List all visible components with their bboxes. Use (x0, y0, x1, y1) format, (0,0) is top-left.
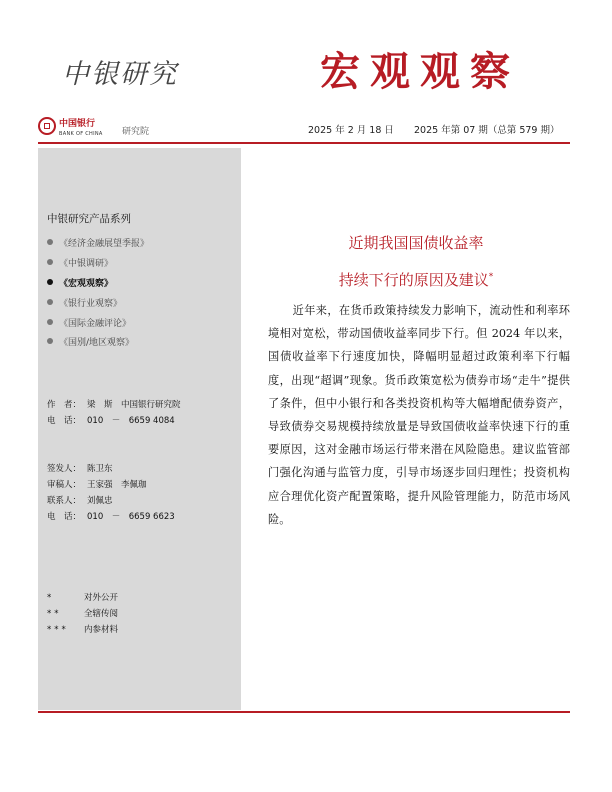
bank-logo (38, 113, 120, 143)
series-item-banking[interactable]: 《银行业观察》 (47, 296, 122, 309)
author-phone-line: 电 话： 010 － 6659 4084 (47, 416, 175, 426)
bullet-icon (47, 279, 53, 285)
footnote-marker: * (488, 272, 494, 282)
contact-phone-line: 电 话： 010 － 6659 6623 (47, 512, 175, 522)
confidentiality-public: * 对外公开 (47, 593, 119, 603)
header-divider (38, 142, 570, 144)
issuer-line: 签发人： 陈卫东 (47, 464, 113, 474)
footer-divider (38, 711, 570, 713)
reviewer-line: 审稿人： 王家强 李佩珈 (47, 480, 147, 490)
publication-title: 宏观观察 (320, 48, 520, 95)
publish-date: 2025 年 2 月 18 日 (308, 125, 394, 136)
article-title: 近期我国国债收益率 持续下行的原因及建议* (338, 234, 494, 289)
logo-english-name: BANK OF CHINA (59, 131, 103, 137)
author-line: 作 者： 梁 斯 中国银行研究院 (47, 400, 181, 410)
article-abstract: 近年来，在货币政策持续发力影响下，流动性和利率环境相对宽松，带动国债收益率同步下行。但 2024 年以来，国债收益率下行速度加快，降幅明显超过政策利率下行幅度，出现“超调”现象。货币政策宽松为债券市场“走牛”提供了条件，但中小银行和各类投资机构等大幅增配债券资产，导致债券交易规模持续放量是导致国债收益率快速下行的重要原因，这对金融市场运行带来潜在风险隐患。建议监管部门强化沟通与监管力度，引导市场逐步回归理性；投资机构应合理优化资产配置策略，提升风险管理能力，防范市场风险。 (268, 304, 570, 526)
bullet-icon (47, 338, 53, 344)
series-item-survey[interactable]: 《中银调研》 (47, 256, 113, 269)
series-title: 中银研究产品系列 (47, 213, 131, 225)
confidentiality-restricted: *** 内参材料 (47, 625, 119, 635)
brand-wordmark: 中银研究 (62, 59, 178, 90)
bullet-icon (47, 319, 53, 325)
series-item-country[interactable]: 《国别/地区观察》 (47, 335, 134, 348)
logo-chinese-name: 中国银行 (59, 119, 96, 129)
bullet-icon (47, 259, 53, 265)
issue-number: 2025 年第 07 期（总第 579 期） (414, 125, 560, 136)
bullet-icon (47, 239, 53, 245)
bank-emblem-icon (38, 117, 56, 135)
series-item-macro[interactable]: 《宏观观察》 (47, 276, 113, 289)
confidentiality-internal: ** 全辖传阅 (47, 609, 119, 619)
bullet-icon (47, 299, 53, 305)
series-item-outlook[interactable]: 《经济金融展望季报》 (47, 236, 149, 249)
contact-line: 联系人： 刘佩忠 (47, 496, 113, 506)
institute-label: 研究院 (122, 127, 150, 137)
series-item-finance-review[interactable]: 《国际金融评论》 (47, 316, 131, 329)
